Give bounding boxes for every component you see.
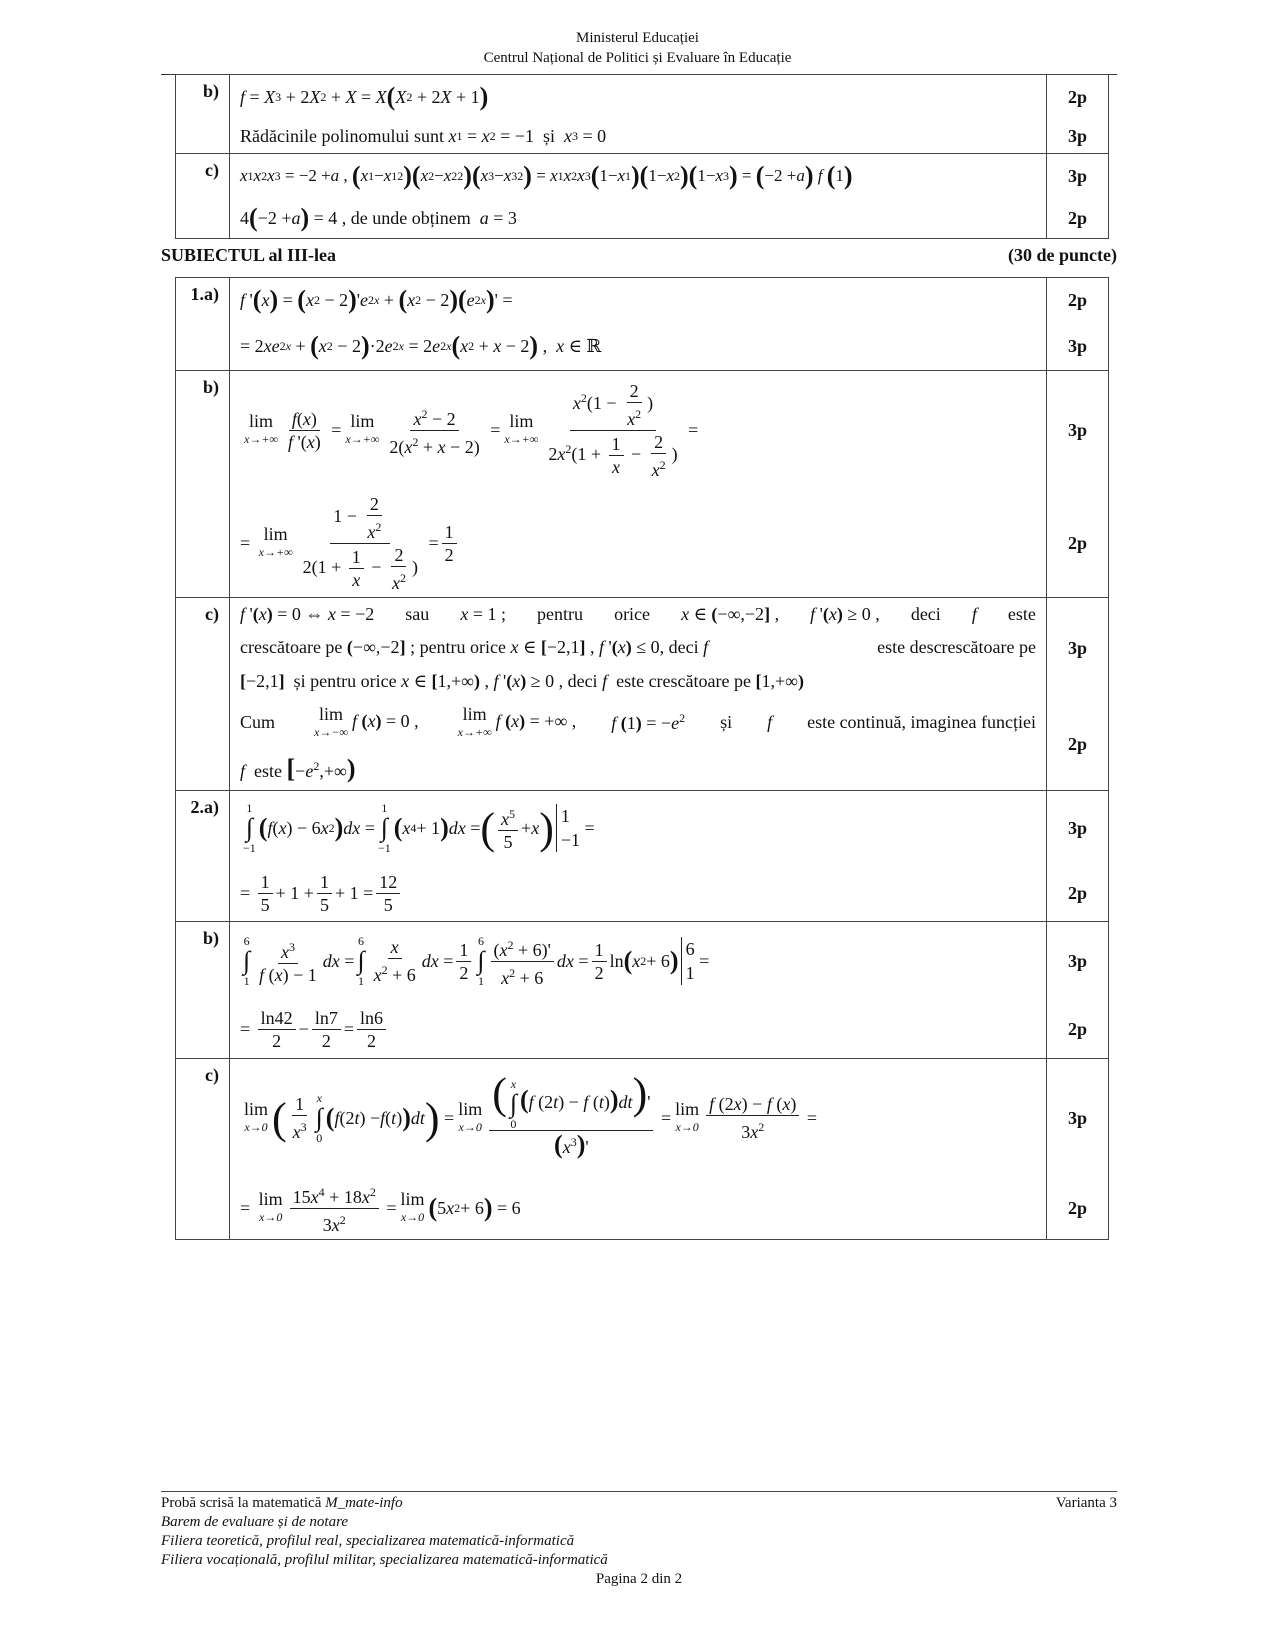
- points-cell: 3p 2p: [1047, 154, 1109, 239]
- row-label: 2.a): [176, 791, 230, 922]
- solution-cell: [230, 922, 1047, 1059]
- solution-line: f ' ( x ) = ( x 2 − 2 ) ' e 2x + ( x 2 − 2 )( e 2x ) ' =: [240, 285, 513, 314]
- section-heading: [161, 245, 1117, 266]
- subject-2-table: [175, 74, 1109, 239]
- section-title: SUBIECTUL al III-lea: [161, 245, 337, 265]
- row-label: b): [176, 922, 230, 1059]
- solution-line: 6 ∫ 1 $\frac{x^3}{f (x) - 1}$ dx = 6 ∫ 1 $\frac{x}{x^2 + 6}$ dx = $\frac{1}{2}$ 6 ∫ 1 $\frac{(x^2 + 6)'}{x^2 + 6}$ dx = $\frac{1}{2}$ ln ( x 2 + 6 ) 6 1 =: [243, 934, 710, 988]
- row-2c-limit: [176, 1059, 1109, 1240]
- footer-barem: Barem de evaluare și de notare: [161, 1514, 349, 1530]
- solution-cell: [230, 1059, 1047, 1240]
- solution-line: = $\frac{1}{5}$ + 1 + $\frac{1}{5}$ + 1 = $\frac{12}{5}$: [240, 865, 1036, 921]
- row-1a: [176, 278, 1109, 371]
- solution-line: = lim x→0 $\frac{15x^4 + 18x^2}{3x^2}$ = lim x→0 ( 5 x 2 + 6 ) = 6: [240, 1177, 1036, 1239]
- section-points: (30 de puncte): [1008, 245, 1117, 265]
- page-number: Pagina 2 din 2: [595, 1571, 683, 1587]
- solution-line: Cum lim x→−∞ f (x) = 0 , lim x→+∞ f (x) = +∞ , f $(1) = -e^2$ și f este continuă, imaginea funcției f este $[-e^2,+\infty)$: [240, 703, 1036, 783]
- subject-3-table: [175, 277, 1109, 1240]
- solution-line: lim x→0 ( $\frac{1}{x^3}$ x ∫ 0 ( f (2 t ) − f ( t ) ) dt ) = lim x→0 ( x ∫ 0 (f (2t) − f (t))dt)' $(x^3)'$ = lim x→0 $\frac{f (2x) - f (x)}{3x^2}$ =: [244, 1069, 817, 1159]
- solution-line: 1 ∫ −1 ( f ( x ) − 6 x 2 ) dx = 1 ∫ −1 ( x 4 + 1 ) dx = ( $\frac{x^5}{5}$ + x ) 1 −1 =: [243, 801, 595, 855]
- points-cell: 3p 2p: [1047, 598, 1109, 791]
- header-ministry: Ministerul Educației: [576, 30, 699, 46]
- solution-cell: [230, 598, 1047, 791]
- row-1b: [176, 371, 1109, 598]
- solution-cell: [230, 154, 1047, 239]
- footer-filiera-teoretica: Filiera teoretică, profilul real, specializarea matematică-informatică: [161, 1533, 575, 1549]
- row-label: b): [176, 75, 230, 154]
- solution-line: x 1 x 2 x 3 = −2 + a , ( x 1 − x 1 2 )( x 2 − x 2 2 )( x 3 − x 3 2 ) = x 1 x 2 x 3 ( 1− x 1 )( 1− x 2 )( 1− x 3 ) = ( −2 + a ) f ( 1 ): [240, 161, 853, 190]
- points-cell: 2p 3p: [1047, 278, 1109, 371]
- solution-line: = lim x→+∞ 1 − $\frac{2}{x^2}$ 2(1 + $\frac{1}{x}$ − $\frac{2}{x^2}$ ) = $\frac{1}{2}$: [240, 489, 1036, 597]
- points-cell: 3p 2p: [1047, 1059, 1109, 1240]
- footer-divider: [161, 1491, 1117, 1492]
- solution-cell: [230, 371, 1047, 598]
- row-label: c): [176, 598, 230, 791]
- solution-line: Rădăcinile polinomului sunt x 1 = x 2 = −1 și x 3 = 0: [240, 125, 607, 146]
- row-label: b): [176, 371, 230, 598]
- points-cell: 2p 3p: [1047, 75, 1109, 154]
- header-center: Centrul Național de Politici și Evaluare în Educație: [483, 50, 792, 66]
- row-2c: [176, 154, 1109, 239]
- solution-cell: [230, 75, 1047, 154]
- solution-line: lim x→+∞ $\frac{f(x)}{f '(x)}$ = lim x→+∞ $\frac{x^2 - 2}{2(x^2 + x - 2)}$ = lim x→+∞ $x^2(1$ − $\frac{2}{x^2}$ ) $2x^2(1$ + $\frac{1}{x}$ − $\frac{2}{x^2}$ ) =: [244, 380, 699, 480]
- solution-cell: [230, 791, 1047, 922]
- footer-filiera-vocationala: Filiera vocațională, profilul militar, specializarea matematică-informatică: [161, 1552, 608, 1568]
- points-cell: 3p 2p: [1047, 371, 1109, 598]
- row-1c: [176, 598, 1109, 791]
- page-header: [0, 28, 1275, 68]
- row-label: 1.a): [176, 278, 230, 371]
- points-cell: 3p 2p: [1047, 922, 1109, 1059]
- points-cell: 3p 2p: [1047, 791, 1109, 922]
- row-2b-integral: [176, 922, 1109, 1059]
- solution-line: = $\frac{\ln 42}{2}$ − $\frac{\ln 7}{2}$ = $\frac{\ln 6}{2}$: [240, 1000, 1036, 1058]
- solution-line: f = X 3 + 2 X 2 + X = X ( X 2 + 2 X + 1 ): [240, 82, 489, 111]
- solution-line: 4 ( −2 + a ) = 4 , de unde obținem a = 3: [240, 203, 517, 232]
- solution-line: = 2 xe 2x + ( x 2 − 2 ) ·2 e 2x = 2 e 2x ( x 2 + x − 2 ) , x ∈ ℝ: [240, 331, 602, 360]
- page-footer: [161, 1494, 1117, 1587]
- row-label: c): [176, 1059, 230, 1240]
- footer-exam-line: Probă scrisă la matematică M_mate-info: [161, 1495, 403, 1511]
- row-2a: [176, 791, 1109, 922]
- solution-line: f '(x) = 0 ⇔ x = −2 sau x = 1 ; pentru orice x ∈ (−∞,−2] , f '(x) ≥ 0 , deci f este crescătoare pe (−∞,−2] ; pentru orice x ∈ [−2,1] , f '(x) ≤ 0, deci f este descrescătoare pe [−2,1] și pentru orice x ∈ [1,+∞) , f '(x) ≥ 0 , deci f este crescătoare pe [1,+∞): [240, 604, 1036, 691]
- solution-cell: [230, 278, 1047, 371]
- row-2b: [176, 75, 1109, 154]
- footer-variant: Varianta 3: [1055, 1495, 1117, 1511]
- row-label: c): [176, 154, 230, 239]
